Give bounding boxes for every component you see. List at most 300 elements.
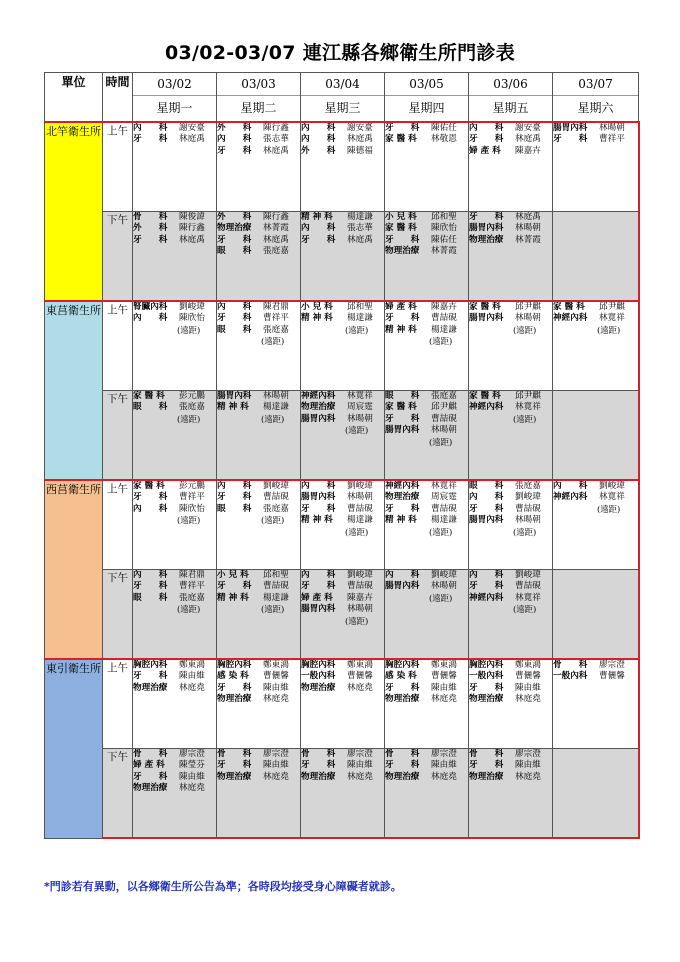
doctor-entry [217, 760, 300, 771]
doctor-entry [385, 581, 468, 592]
doctor-name: 陳嘉卉 [515, 145, 541, 156]
doctor-entry [217, 772, 300, 783]
remote-note: (遠距) [597, 503, 621, 514]
doctor-name: 周宸霆 [347, 402, 373, 413]
doctor-name: 邱尹麒 [515, 391, 541, 401]
schedule-cell [469, 212, 553, 302]
time-slot: 下午 [103, 212, 133, 302]
doctor-entry [385, 235, 468, 246]
schedule-cell [385, 391, 469, 481]
doctor-name: 陳行鑫 [263, 123, 289, 133]
schedule-cell [301, 659, 385, 749]
doctor-name: 曹喆硯 [515, 503, 541, 514]
department: 物理治療 [385, 492, 420, 503]
doctor-name: 楊達謙 [347, 515, 373, 526]
schedule-row-am [45, 301, 639, 391]
remote-note: (遠距) [429, 436, 453, 447]
doctor-name: 林庭堯 [263, 694, 289, 705]
doctor-entry [301, 146, 384, 157]
doctor-entry [133, 302, 216, 313]
schedule-cell [469, 122, 553, 212]
doctor-entry [217, 683, 300, 694]
schedule-cell [469, 480, 553, 570]
doctor-entry [385, 425, 468, 436]
doctor-entry [469, 570, 552, 581]
doctor-entry [301, 760, 384, 771]
department: 腸胃內科 [301, 413, 336, 424]
schedule-cell [385, 480, 469, 570]
doctor-name: 陳君鼎 [179, 570, 205, 580]
department: 腸胃內科 [553, 123, 588, 133]
schedule-cell [301, 480, 385, 570]
doctor-name: 林暘朝 [431, 581, 457, 592]
schedule-row-pm [45, 391, 639, 481]
doctor-name: 陳嘉卉 [431, 302, 457, 312]
doctor-entry [301, 593, 384, 604]
remote-note: (遠距) [177, 324, 201, 335]
department: 眼 科 [469, 481, 504, 491]
doctor-name: 陳由維 [431, 682, 457, 693]
doctor-name: 陳欣怡 [179, 503, 205, 514]
doctor-entry [217, 212, 300, 223]
day-weekday: 星期一 [156, 101, 193, 115]
doctor-entry [301, 481, 384, 492]
day-date: 03/05 [385, 73, 468, 96]
doctor-entry [133, 570, 216, 581]
doctor-name: 張庭嘉 [263, 246, 289, 257]
doctor-name: 林暘朝 [515, 313, 541, 324]
doctor-entry [133, 402, 216, 413]
remote-note: (遠距) [345, 324, 369, 335]
schedule-cell [133, 480, 217, 570]
department: 物理治療 [133, 682, 168, 693]
schedule-row-am [45, 480, 639, 570]
doctor-entry [133, 783, 216, 794]
doctor-name: 林暘朝 [347, 604, 373, 615]
day-weekday: 星期三 [324, 101, 361, 115]
remote-note: (遠距) [261, 515, 285, 526]
schedule-row-pm [45, 570, 639, 660]
doctor-name: 林庭禹 [179, 134, 205, 145]
department: 小 兒 科 [301, 302, 333, 312]
doctor-name: 邱和聖 [263, 570, 289, 580]
doctor-entry [133, 134, 216, 145]
department: 物理治療 [217, 694, 252, 705]
doctor-name: 張庭嘉 [431, 391, 457, 401]
doctor-name: 彭元鵬 [179, 391, 205, 401]
unit-name: 西莒衛生所 [45, 480, 103, 659]
department: 婦 產 科 [133, 760, 165, 771]
department: 牙 科 [133, 771, 168, 782]
doctor-entry [385, 313, 468, 324]
remote-note: (遠距) [429, 526, 453, 537]
department: 腸胃內科 [301, 492, 336, 503]
department: 物理治療 [301, 682, 336, 693]
doctor-name: 林庭堯 [515, 694, 541, 705]
doctor-entry [301, 683, 384, 694]
schedule-cell [133, 391, 217, 481]
doctor-name: 邱和聖 [347, 302, 373, 312]
doctor-entry [301, 402, 384, 413]
time-slot: 下午 [103, 570, 133, 660]
doctor-name: 劉峻瑋 [179, 302, 205, 312]
doctor-name: 楊達謙 [431, 515, 457, 526]
doctor-entry [133, 123, 216, 134]
department: 牙 科 [385, 682, 420, 693]
doctor-entry [385, 246, 468, 257]
doctor-name: 林庭堯 [179, 783, 205, 794]
department: 胸腔內科 [217, 660, 252, 670]
department: 內 科 [301, 570, 336, 580]
schedule-cell [301, 570, 385, 660]
department: 小 兒 科 [217, 570, 249, 580]
schedule-cell [385, 212, 469, 302]
department: 牙 科 [217, 682, 252, 693]
doctor-entry [385, 325, 468, 336]
doctor-entry [217, 492, 300, 503]
department: 家 醫 科 [385, 223, 417, 234]
department: 內 科 [469, 123, 504, 133]
department: 內 科 [301, 134, 336, 145]
doctor-entry [553, 134, 638, 145]
doctor-entry [133, 772, 216, 783]
department: 內 科 [469, 492, 504, 503]
department: 神經內科 [469, 402, 504, 413]
doctor-entry [217, 302, 300, 313]
department: 婦 產 科 [469, 145, 501, 156]
remote-note: (遠距) [261, 413, 285, 424]
department: 牙 科 [217, 492, 252, 503]
header-day [217, 73, 301, 123]
doctor-name: 廖宗澄 [599, 660, 625, 670]
schedule-row-am [45, 659, 639, 749]
department: 內 科 [217, 302, 252, 312]
doctor-name: 林庭禹 [179, 234, 205, 245]
doctor-entry [301, 581, 384, 592]
department: 胸腔內科 [301, 660, 336, 670]
doctor-entry [217, 246, 300, 257]
doctor-entry [301, 134, 384, 145]
doctor-entry [469, 223, 552, 234]
schedule-cell [217, 301, 301, 391]
doctor-entry [469, 671, 552, 682]
schedule-row-pm [45, 212, 639, 302]
doctor-name: 陳行鑫 [263, 212, 289, 222]
schedule-cell [553, 301, 639, 391]
doctor-entry [301, 492, 384, 503]
doctor-name: 曹祥平 [179, 581, 205, 592]
department: 內 科 [133, 123, 168, 133]
department: 神經內科 [385, 481, 420, 491]
department: 精 神 科 [301, 313, 333, 324]
page-title: 03/02-03/07 連江縣各鄉衛生所門診表 [164, 42, 516, 64]
department: 牙 科 [385, 413, 420, 424]
doctor-entry [301, 604, 384, 615]
doctor-name: 林寬祥 [431, 481, 457, 491]
doctor-entry [133, 481, 216, 492]
department: 牙 科 [217, 234, 252, 245]
doctor-entry [217, 671, 300, 682]
doctor-name: 廖宗澄 [515, 749, 541, 759]
department: 外 科 [133, 223, 168, 234]
doctor-name: 林寬祥 [599, 313, 625, 324]
schedule-cell [217, 570, 301, 660]
doctor-entry [385, 504, 468, 515]
schedule-cell [301, 301, 385, 391]
department: 物理治療 [469, 771, 504, 782]
doctor-entry [301, 772, 384, 783]
doctor-name: 陳行鑫 [179, 223, 205, 234]
department: 內 科 [469, 570, 504, 580]
schedule-cell [469, 749, 553, 839]
doctor-name: 林庭禹 [347, 234, 373, 245]
doctor-entry [217, 481, 300, 492]
department: 骨 科 [133, 212, 168, 222]
doctor-name: 陳由維 [179, 771, 205, 782]
doctor-name: 劉峻瑋 [347, 570, 373, 580]
department: 骨 科 [469, 749, 504, 759]
doctor-entry [217, 235, 300, 246]
doctor-name: 曹喆硯 [515, 581, 541, 592]
doctor-entry [469, 123, 552, 134]
schedule-cell [133, 212, 217, 302]
department: 牙 科 [469, 760, 504, 771]
department: 內 科 [217, 481, 252, 491]
remote-note: (遠距) [177, 515, 201, 526]
doctor-entry [133, 223, 216, 234]
schedule-cell [553, 122, 639, 212]
day-date: 03/03 [217, 73, 300, 96]
doctor-name: 林庭禹 [347, 134, 373, 145]
department: 骨 科 [385, 749, 420, 759]
schedule-cell [553, 570, 639, 660]
doctor-name: 林庭堯 [347, 682, 373, 693]
day-date: 03/06 [469, 73, 552, 96]
doctor-name: 楊達謙 [347, 313, 373, 324]
schedule-cell [217, 749, 301, 839]
doctor-entry [217, 391, 300, 402]
doctor-name: 曹喆硯 [263, 581, 289, 592]
department: 精 神 科 [385, 515, 417, 526]
department: 牙 科 [385, 760, 420, 771]
department: 牙 科 [469, 503, 504, 514]
doctor-name: 劉峻瑋 [431, 570, 457, 580]
doctor-name: 邱尹麒 [515, 302, 541, 312]
remote-note: (遠距) [345, 615, 369, 626]
doctor-entry [133, 581, 216, 592]
department: 骨 科 [301, 749, 336, 759]
department: 腸胃內科 [469, 223, 504, 234]
schedule-cell [217, 391, 301, 481]
department: 骨 科 [553, 660, 588, 670]
doctor-entry [385, 223, 468, 234]
doctor-name: 陳君鼎 [263, 302, 289, 312]
doctor-entry [385, 492, 468, 503]
schedule-cell [133, 122, 217, 212]
department: 腸胃內科 [217, 391, 252, 401]
schedule-row-am [45, 122, 639, 212]
doctor-entry [217, 570, 300, 581]
doctor-entry [385, 660, 468, 671]
schedule-cell [385, 659, 469, 749]
doctor-name: 林暘朝 [431, 425, 457, 436]
schedule-cell [469, 659, 553, 749]
doctor-entry [385, 302, 468, 313]
doctor-entry [217, 660, 300, 671]
doctor-name: 陳欣怡 [179, 313, 205, 324]
department: 骨 科 [133, 749, 168, 759]
department: 一般內科 [469, 671, 504, 682]
doctor-entry [469, 313, 552, 324]
schedule-cell [133, 659, 217, 749]
doctor-name: 林庭堯 [263, 771, 289, 782]
remote-note: (遠距) [261, 604, 285, 615]
day-date: 03/02 [133, 73, 216, 96]
department: 牙 科 [469, 134, 504, 145]
doctor-name: 劉峻瑋 [515, 492, 541, 503]
doctor-entry [385, 134, 468, 145]
doctor-entry [133, 235, 216, 246]
schedule-cell [133, 749, 217, 839]
doctor-name: 林寬祥 [347, 391, 373, 401]
time-slot: 上午 [103, 301, 133, 391]
doctor-name: 林菁霞 [431, 246, 457, 257]
day-weekday: 星期四 [408, 101, 445, 115]
doctor-name: 楊達謙 [263, 592, 289, 603]
department: 精 神 科 [301, 212, 333, 222]
department: 內 科 [385, 570, 420, 580]
doctor-entry [217, 504, 300, 515]
department: 物理治療 [133, 783, 168, 794]
doctor-name: 陳嘉卉 [347, 592, 373, 603]
department: 神經內科 [469, 592, 504, 603]
schedule-cell [133, 570, 217, 660]
doctor-entry [553, 671, 638, 682]
doctor-entry [385, 515, 468, 526]
doctor-entry [553, 123, 638, 134]
department: 家 醫 科 [385, 134, 417, 145]
doctor-entry [301, 570, 384, 581]
schedule-cell [217, 659, 301, 749]
schedule-cell [553, 480, 639, 570]
doctor-name: 邱尹麒 [599, 302, 625, 312]
doctor-name: 謝安臺 [515, 123, 541, 133]
department: 外 科 [217, 123, 252, 133]
doctor-entry [385, 772, 468, 783]
department: 神經內科 [553, 313, 588, 324]
header-day [385, 73, 469, 123]
doctor-name: 林暘朝 [515, 223, 541, 234]
schedule-cell [385, 570, 469, 660]
doctor-name: 林敬恩 [431, 134, 457, 145]
header-day [469, 73, 553, 123]
doctor-name: 楊達謙 [431, 324, 457, 335]
department: 牙 科 [217, 313, 252, 324]
doctor-name: 林庭堯 [179, 682, 205, 693]
doctor-entry [301, 391, 384, 402]
doctor-entry [385, 694, 468, 705]
department: 牙 科 [301, 503, 336, 514]
doctor-name: 張庭嘉 [515, 481, 541, 491]
doctor-entry [469, 391, 552, 402]
department: 內 科 [133, 503, 168, 514]
doctor-name: 曹儷馨 [431, 671, 457, 682]
department: 內 科 [133, 313, 168, 324]
department: 內 科 [301, 123, 336, 133]
doctor-entry [133, 212, 216, 223]
doctor-name: 鄭東鴻 [179, 660, 205, 670]
schedule-cell [553, 659, 639, 749]
department: 婦 產 科 [301, 592, 333, 603]
doctor-name: 張志華 [347, 223, 373, 234]
doctor-entry [469, 146, 552, 157]
doctor-name: 林庭堯 [347, 771, 373, 782]
schedule-cell [217, 212, 301, 302]
doctor-entry [469, 134, 552, 145]
doctor-name: 楊達謙 [263, 402, 289, 413]
doctor-entry [301, 749, 384, 760]
doctor-entry [301, 414, 384, 425]
remote-note: (遠距) [429, 592, 453, 603]
department: 牙 科 [301, 760, 336, 771]
time-slot: 下午 [103, 749, 133, 839]
department: 家 醫 科 [469, 302, 501, 312]
doctor-name: 陳佑任 [431, 123, 457, 133]
doctor-entry [133, 313, 216, 324]
doctor-name: 陳由維 [515, 760, 541, 771]
department: 家 醫 科 [133, 481, 165, 491]
header-row [45, 73, 639, 123]
doctor-entry [469, 772, 552, 783]
department: 腸胃內科 [469, 515, 504, 526]
doctor-entry [553, 660, 638, 671]
department: 牙 科 [217, 760, 252, 771]
doctor-entry [469, 302, 552, 313]
doctor-entry [553, 302, 638, 313]
doctor-name: 林庭堯 [431, 694, 457, 705]
department: 腸胃內科 [301, 604, 336, 615]
doctor-name: 林寬祥 [599, 492, 625, 503]
department: 腸胃內科 [469, 313, 504, 324]
department: 腸胃內科 [385, 581, 420, 592]
department: 物理治療 [385, 694, 420, 705]
remote-note: (遠距) [513, 604, 537, 615]
doctor-entry [217, 402, 300, 413]
doctor-name: 陳由維 [263, 760, 289, 771]
doctor-name: 陳佑任 [431, 234, 457, 245]
doctor-entry [385, 481, 468, 492]
department: 感 染 科 [217, 671, 249, 682]
department: 牙 科 [133, 134, 168, 145]
doctor-name: 張庭嘉 [179, 592, 205, 603]
department: 物理治療 [469, 694, 504, 705]
doctor-entry [133, 760, 216, 771]
doctor-entry [385, 402, 468, 413]
department: 眼 科 [133, 592, 168, 603]
remote-note: (遠距) [345, 425, 369, 436]
doctor-name: 鄭東鴻 [263, 660, 289, 670]
unit-name: 北竿衛生所 [45, 122, 103, 301]
doctor-entry [469, 683, 552, 694]
doctor-name: 曹喆硯 [263, 492, 289, 503]
header-unit: 單位 [45, 73, 103, 123]
doctor-entry [469, 581, 552, 592]
department: 精 神 科 [217, 592, 249, 603]
department: 牙 科 [133, 492, 168, 503]
department: 胸腔內科 [469, 660, 504, 670]
doctor-name: 劉峻瑋 [263, 481, 289, 491]
doctor-name: 陳由維 [347, 760, 373, 771]
